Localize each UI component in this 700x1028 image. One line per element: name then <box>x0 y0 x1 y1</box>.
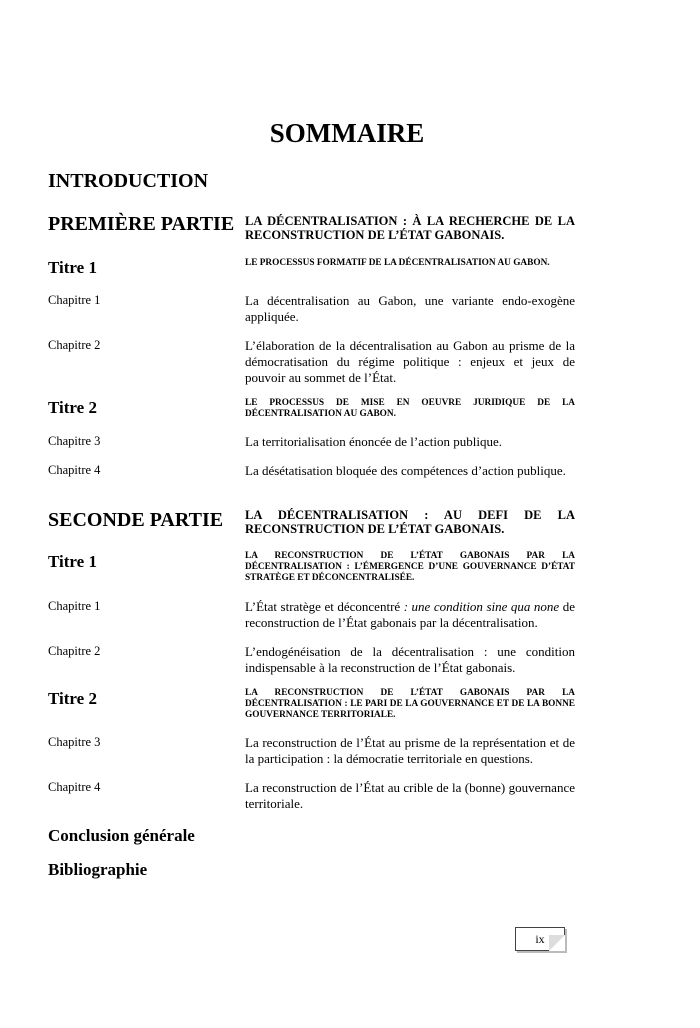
part2-chapitre1-label: Chapitre 1 <box>48 599 101 613</box>
part1-titre2-label: Titre 2 <box>48 398 97 417</box>
part2-chapitre4-label: Chapitre 4 <box>48 780 101 794</box>
part1-title: LA DÉCENTRALISATION : À LA RECHERCHE DE LA RECONSTRUCTION DE L’ÉTAT GABONAIS. <box>245 214 575 242</box>
part1-chapitre3-text: La territorialisation énoncée de l’action publique. <box>245 434 503 449</box>
page-number-box <box>515 927 565 951</box>
part1-chapitre4-label: Chapitre 4 <box>48 463 101 477</box>
part1-chapitre1-label: Chapitre 1 <box>48 293 101 307</box>
part2-chapitre3-text: La reconstruction de l’État au prisme de la représentation et de la participation : la démocratie territoriale en questions. <box>245 735 575 766</box>
part2-chapitre2-text: L’endogénéisation de la décentralisation : une condition indispensable à la reconstruction de l’État gabonais. <box>245 644 575 675</box>
introduction-heading: INTRODUCTION <box>48 170 209 192</box>
part1-chapitre2-text: L’élaboration de la décentralisation au Gabon au prisme de la démocratisation du régime politique : enjeux et jeux de pouvoir au sommet de l’État. <box>245 338 575 385</box>
part1-titre2-title: LE PROCESSUS DE MISE EN OEUVRE JURIDIQUE DE LA DÉCENTRALISATION AU GABON. <box>245 398 575 419</box>
page-title: SOMMAIRE <box>269 118 425 148</box>
part1-label: PREMIÈRE PARTIE <box>48 213 235 235</box>
part2-chapitre3-label: Chapitre 3 <box>48 735 101 749</box>
part1-titre1-label: Titre 1 <box>48 258 97 277</box>
part2-chapitre2-label: Chapitre 2 <box>48 644 101 658</box>
part2-chapitre1-text: L’État stratège et déconcentré : une condition sine qua none de reconstruction de l’État gabonais par la décentralisation. <box>245 599 575 630</box>
part2-titre1-label: Titre 1 <box>48 552 97 571</box>
page-curl-decoration <box>549 935 565 951</box>
part2-titre2-title: LA RECONSTRUCTION DE L’ÉTAT GABONAIS PAR LA DÉCENTRALISATION : LE PARI DE LA GOUVERNANCE ET DE LA BONNE GOUVERNANCE TERRITORIALE. <box>245 688 575 720</box>
part1-titre1-title: LE PROCESSUS FORMATIF DE LA DÉCENTRALISATION AU GABON. <box>245 258 550 268</box>
part2-title: LA DÉCENTRALISATION : AU DEFI DE LA RECONSTRUCTION DE L’ÉTAT GABONAIS. <box>245 508 575 536</box>
part2-chapitre4-text: La reconstruction de l’État au crible de la (bonne) gouvernance territoriale. <box>245 780 575 811</box>
page-number: ix <box>535 932 545 946</box>
part1-chapitre4-text: La désétatisation bloquée des compétences d’action publique. <box>245 463 566 478</box>
bibliographie-heading: Bibliographie <box>48 860 148 879</box>
part1-chapitre3-label: Chapitre 3 <box>48 434 101 448</box>
part2-titre1-title: LA RECONSTRUCTION DE L’ÉTAT GABONAIS PAR LA DÉCENTRALISATION : L’ÉMERGENCE D’UNE GOUVERNANCE D’ÉTAT STRATÈGE ET DÉCONCENTRALISÉE. <box>245 551 575 583</box>
part2-label: SECONDE PARTIE <box>48 509 224 531</box>
part1-chapitre1-text: La décentralisation au Gabon, une variante endo-exogène appliquée. <box>245 293 575 324</box>
conclusion-heading: Conclusion générale <box>48 826 195 845</box>
part1-chapitre2-label: Chapitre 2 <box>48 338 101 352</box>
part2-titre2-label: Titre 2 <box>48 689 97 708</box>
